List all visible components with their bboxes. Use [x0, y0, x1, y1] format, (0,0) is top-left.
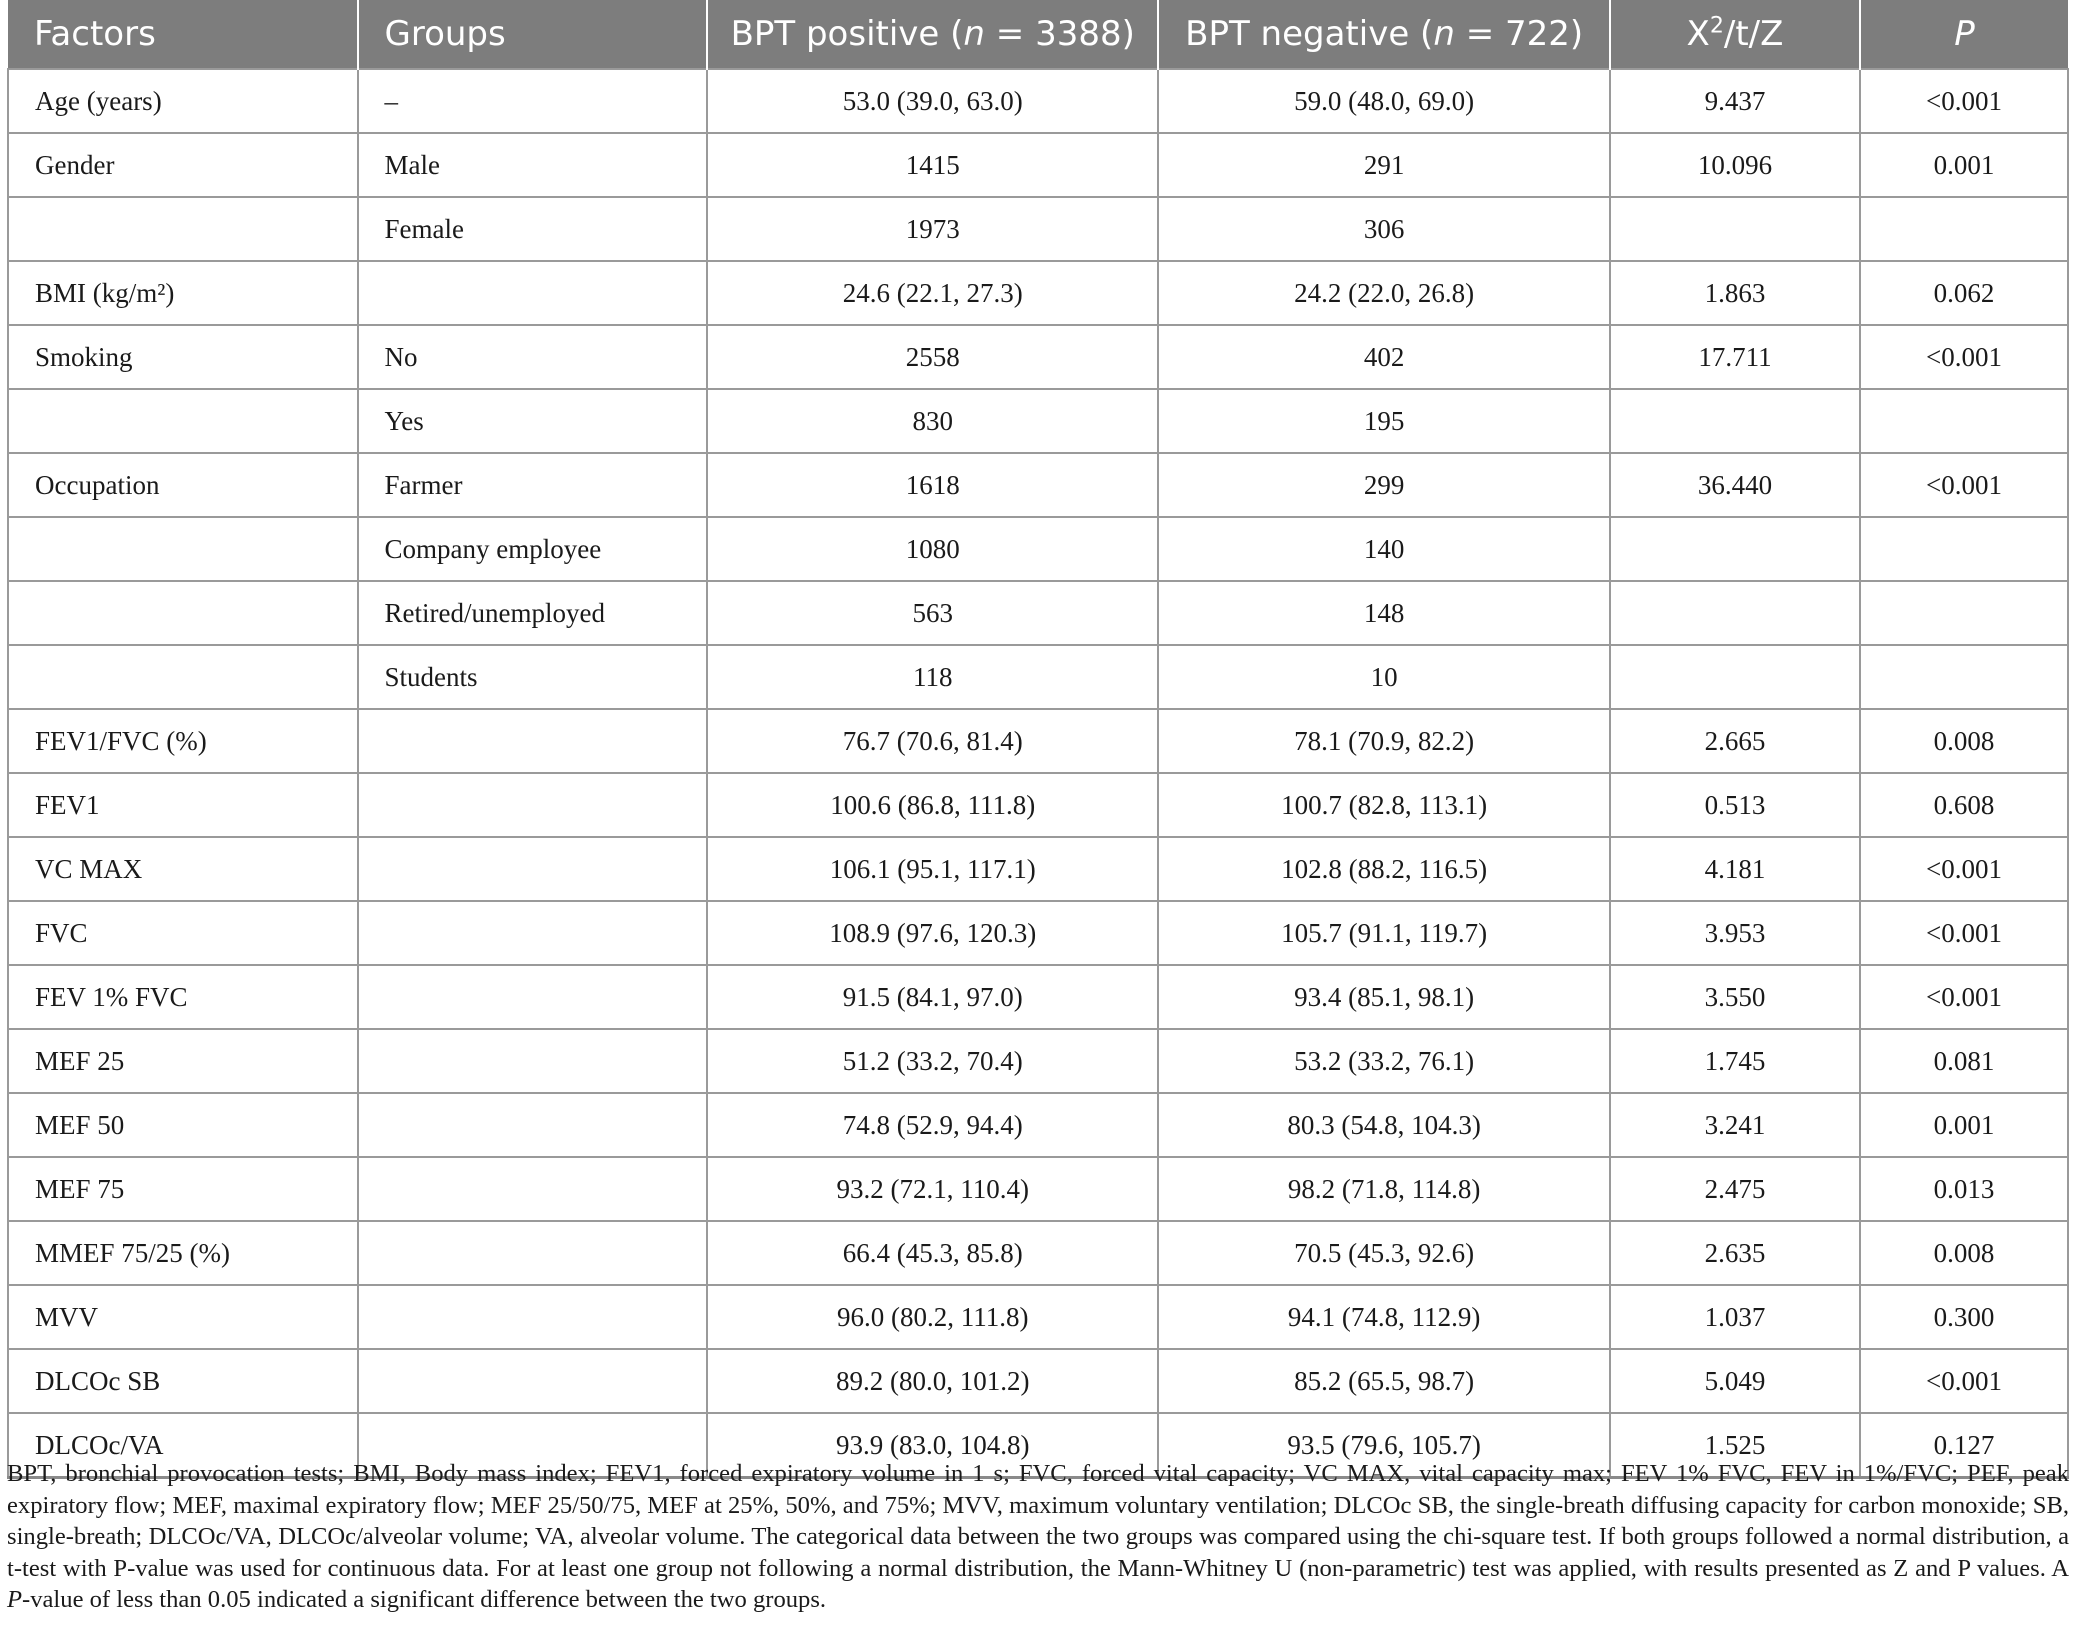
statistic-cell: 2.475 — [1610, 1157, 1860, 1221]
p-value-cell: 0.608 — [1860, 773, 2068, 837]
header-stat-x: X — [1686, 14, 1710, 54]
bpt-positive-cell: 53.0 (39.0, 63.0) — [707, 69, 1158, 133]
factor-cell: MVV — [8, 1285, 358, 1349]
factor-cell: Age (years) — [8, 69, 358, 133]
table-row — [8, 1349, 2068, 1413]
p-value-cell: <0.001 — [1860, 901, 2068, 965]
statistic-cell — [1610, 581, 1860, 645]
factor-cell — [8, 389, 358, 453]
bpt-positive-cell: 1080 — [707, 517, 1158, 581]
p-value-cell: <0.001 — [1860, 453, 2068, 517]
bpt-negative-cell: 148 — [1158, 581, 1609, 645]
bpt-positive-cell: 563 — [707, 581, 1158, 645]
p-value-cell: <0.001 — [1860, 837, 2068, 901]
p-value-cell: 0.001 — [1860, 133, 2068, 197]
table-row — [8, 1221, 2068, 1285]
statistic-cell: 1.745 — [1610, 1029, 1860, 1093]
bpt-positive-cell: 24.6 (22.1, 27.3) — [707, 261, 1158, 325]
group-cell: Female — [358, 197, 708, 261]
header-positive-prefix: BPT positive ( — [730, 14, 964, 54]
bpt-positive-cell: 51.2 (33.2, 70.4) — [707, 1029, 1158, 1093]
table-row — [8, 965, 2068, 1029]
footnote-text-a: BPT, bronchial provocation tests; BMI, Body mass index; FEV1, forced expiratory volume in 1 s; FVC, forced vital capacity; VC MAX, vital capacity max; FEV 1% FVC, FEV in 1%/FVC; PEF, peak expiratory flow; MEF, maximal expiratory flow; MEF 25/50/75, MEF at 25%, 50%, and 75%; MVV, maximum voluntary ventilation; DLCOc SB, the single-breath diffusing capacity for carbon monoxide; SB, single-breath; DLCOc/VA, DLCOc/alveolar volume; VA, alveolar volume. The categorical data between the two groups was compared using the chi-square test. If both groups followed a normal distribution, a t-test with P-value was used for continuous data. For at least one group not following a normal distribution, the Mann-Whitney U (non-parametric) test was applied, with results presented as Z and P values. A — [7, 1460, 2069, 1582]
bpt-positive-cell: 66.4 (45.3, 85.8) — [707, 1221, 1158, 1285]
bpt-positive-cell: 108.9 (97.6, 120.3) — [707, 901, 1158, 965]
group-cell: Company employee — [358, 517, 708, 581]
header-stat-rest: /t/Z — [1723, 14, 1784, 54]
group-cell — [358, 1093, 708, 1157]
bpt-negative-cell: 102.8 (88.2, 116.5) — [1158, 837, 1609, 901]
factor-cell: BMI (kg/m²) — [8, 261, 358, 325]
table-row — [8, 1285, 2068, 1349]
p-value-cell: 0.081 — [1860, 1029, 2068, 1093]
factor-cell — [8, 645, 358, 709]
statistic-cell: 17.711 — [1610, 325, 1860, 389]
p-value-cell: <0.001 — [1860, 965, 2068, 1029]
bpt-positive-cell: 89.2 (80.0, 101.2) — [707, 1349, 1158, 1413]
table-row — [8, 197, 2068, 261]
header-negative-prefix: BPT negative ( — [1185, 14, 1434, 54]
table-row — [8, 261, 2068, 325]
table-row — [8, 1029, 2068, 1093]
factor-cell: FEV1/FVC (%) — [8, 709, 358, 773]
bpt-positive-cell: 1618 — [707, 453, 1158, 517]
group-cell — [358, 1157, 708, 1221]
table-row — [8, 453, 2068, 517]
header-p-label: P — [1954, 14, 1975, 54]
bpt-negative-cell: 94.1 (74.8, 112.9) — [1158, 1285, 1609, 1349]
bpt-positive-cell: 93.2 (72.1, 110.4) — [707, 1157, 1158, 1221]
bpt-negative-cell: 306 — [1158, 197, 1609, 261]
bpt-positive-cell: 100.6 (86.8, 111.8) — [707, 773, 1158, 837]
statistic-cell — [1610, 517, 1860, 581]
factor-cell: DLCOc SB — [8, 1349, 358, 1413]
bpt-negative-cell: 100.7 (82.8, 113.1) — [1158, 773, 1609, 837]
p-value-cell: <0.001 — [1860, 325, 2068, 389]
statistic-cell — [1610, 389, 1860, 453]
p-value-cell — [1860, 517, 2068, 581]
group-cell — [358, 1029, 708, 1093]
group-cell: – — [358, 69, 708, 133]
header-row — [8, 0, 2068, 69]
group-cell — [358, 1221, 708, 1285]
table-footnote — [7, 1458, 2069, 1616]
bpt-negative-cell: 291 — [1158, 133, 1609, 197]
p-value-cell: 0.001 — [1860, 1093, 2068, 1157]
table-row — [8, 645, 2068, 709]
table-row — [8, 517, 2068, 581]
bpt-positive-cell: 93.9 (83.0, 104.8) — [707, 1413, 1158, 1478]
table-row — [8, 773, 2068, 837]
bpt-negative-cell: 93.4 (85.1, 98.1) — [1158, 965, 1609, 1029]
p-value-cell — [1860, 581, 2068, 645]
header-stat-sup: 2 — [1709, 12, 1724, 39]
bpt-positive-cell: 830 — [707, 389, 1158, 453]
bpt-positive-cell: 91.5 (84.1, 97.0) — [707, 965, 1158, 1029]
p-value-cell: 0.127 — [1860, 1413, 2068, 1478]
statistic-cell — [1610, 645, 1860, 709]
table-row — [8, 1157, 2068, 1221]
p-value-cell: 0.300 — [1860, 1285, 2068, 1349]
group-cell — [358, 1349, 708, 1413]
header-positive-suffix: = 3388) — [984, 14, 1135, 54]
bpt-positive-cell: 96.0 (80.2, 111.8) — [707, 1285, 1158, 1349]
bpt-positive-cell: 1973 — [707, 197, 1158, 261]
bpt-negative-cell: 24.2 (22.0, 26.8) — [1158, 261, 1609, 325]
table-row — [8, 389, 2068, 453]
factor-cell — [8, 581, 358, 645]
p-value-cell — [1860, 645, 2068, 709]
statistic-cell: 2.665 — [1610, 709, 1860, 773]
p-value-cell: 0.008 — [1860, 1221, 2068, 1285]
table-row — [8, 581, 2068, 645]
header-negative-n: n — [1433, 14, 1455, 54]
bpt-negative-cell: 78.1 (70.9, 82.2) — [1158, 709, 1609, 773]
bpt-negative-cell: 105.7 (91.1, 119.7) — [1158, 901, 1609, 965]
bpt-positive-cell: 76.7 (70.6, 81.4) — [707, 709, 1158, 773]
bpt-negative-cell: 85.2 (65.5, 98.7) — [1158, 1349, 1609, 1413]
bpt-positive-cell: 118 — [707, 645, 1158, 709]
bpt-negative-cell: 98.2 (71.8, 114.8) — [1158, 1157, 1609, 1221]
group-cell: Yes — [358, 389, 708, 453]
p-value-cell: <0.001 — [1860, 69, 2068, 133]
table-row — [8, 709, 2068, 773]
statistic-cell: 5.049 — [1610, 1349, 1860, 1413]
bpt-positive-cell: 74.8 (52.9, 94.4) — [707, 1093, 1158, 1157]
table-row — [8, 133, 2068, 197]
bpt-negative-cell: 80.3 (54.8, 104.3) — [1158, 1093, 1609, 1157]
p-value-cell — [1860, 197, 2068, 261]
factor-cell: VC MAX — [8, 837, 358, 901]
table-row — [8, 69, 2068, 133]
bpt-negative-cell: 53.2 (33.2, 76.1) — [1158, 1029, 1609, 1093]
p-value-cell: 0.008 — [1860, 709, 2068, 773]
factor-cell: MMEF 75/25 (%) — [8, 1221, 358, 1285]
bpt-positive-cell: 2558 — [707, 325, 1158, 389]
group-cell — [358, 1285, 708, 1349]
bpt-positive-cell: 106.1 (95.1, 117.1) — [707, 837, 1158, 901]
p-value-cell: <0.001 — [1860, 1349, 2068, 1413]
statistic-cell: 0.513 — [1610, 773, 1860, 837]
table-body — [8, 69, 2068, 1478]
statistic-cell: 1.037 — [1610, 1285, 1860, 1349]
factor-cell: Gender — [8, 133, 358, 197]
footnote-italic-p: P — [7, 1586, 23, 1613]
group-cell — [358, 261, 708, 325]
table-row — [8, 1093, 2068, 1157]
factor-cell: DLCOc/VA — [8, 1413, 358, 1478]
statistic-cell: 4.181 — [1610, 837, 1860, 901]
statistic-cell: 10.096 — [1610, 133, 1860, 197]
factor-cell: Smoking — [8, 325, 358, 389]
p-value-cell: 0.062 — [1860, 261, 2068, 325]
header-groups: Groups — [358, 0, 708, 69]
table-row — [8, 837, 2068, 901]
footnote-text-b: -value of less than 0.05 indicated a significant difference between the two groups. — [22, 1586, 827, 1613]
group-cell — [358, 709, 708, 773]
factor-cell: FEV1 — [8, 773, 358, 837]
bpt-negative-cell: 140 — [1158, 517, 1609, 581]
bpt-negative-cell: 93.5 (79.6, 105.7) — [1158, 1413, 1609, 1478]
table-row — [8, 901, 2068, 965]
header-factors: Factors — [8, 0, 358, 69]
header-statistic — [1610, 0, 1860, 69]
factor-cell: MEF 25 — [8, 1029, 358, 1093]
header-bpt-negative — [1158, 0, 1609, 69]
bpt-negative-cell: 402 — [1158, 325, 1609, 389]
group-cell: Students — [358, 645, 708, 709]
statistic-cell: 3.241 — [1610, 1093, 1860, 1157]
factor-cell: MEF 75 — [8, 1157, 358, 1221]
p-value-cell — [1860, 389, 2068, 453]
factor-cell: MEF 50 — [8, 1093, 358, 1157]
factor-cell — [8, 197, 358, 261]
footnote-paragraph — [7, 1458, 2069, 1616]
group-cell: Male — [358, 133, 708, 197]
factor-cell: FEV 1% FVC — [8, 965, 358, 1029]
bpt-negative-cell: 10 — [1158, 645, 1609, 709]
statistic-cell: 1.863 — [1610, 261, 1860, 325]
statistic-cell: 36.440 — [1610, 453, 1860, 517]
bpt-negative-cell: 59.0 (48.0, 69.0) — [1158, 69, 1609, 133]
header-bpt-positive — [707, 0, 1158, 69]
bpt-negative-cell: 299 — [1158, 453, 1609, 517]
table-row — [8, 325, 2068, 389]
statistic-cell: 9.437 — [1610, 69, 1860, 133]
statistic-cell: 2.635 — [1610, 1221, 1860, 1285]
bpt-negative-cell: 70.5 (45.3, 92.6) — [1158, 1221, 1609, 1285]
header-p — [1860, 0, 2068, 69]
results-table — [7, 0, 2069, 1479]
factor-cell: FVC — [8, 901, 358, 965]
group-cell — [358, 837, 708, 901]
bpt-negative-cell: 195 — [1158, 389, 1609, 453]
header-negative-suffix: = 722) — [1454, 14, 1584, 54]
group-cell: Retired/unemployed — [358, 581, 708, 645]
statistic-cell: 3.550 — [1610, 965, 1860, 1029]
factor-cell: Occupation — [8, 453, 358, 517]
statistic-cell — [1610, 197, 1860, 261]
table-container — [7, 0, 2069, 1479]
group-cell — [358, 773, 708, 837]
group-cell: Farmer — [358, 453, 708, 517]
group-cell: No — [358, 325, 708, 389]
group-cell — [358, 965, 708, 1029]
group-cell — [358, 901, 708, 965]
bpt-positive-cell: 1415 — [707, 133, 1158, 197]
p-value-cell: 0.013 — [1860, 1157, 2068, 1221]
factor-cell — [8, 517, 358, 581]
header-positive-n: n — [963, 14, 985, 54]
statistic-cell: 1.525 — [1610, 1413, 1860, 1478]
statistic-cell: 3.953 — [1610, 901, 1860, 965]
